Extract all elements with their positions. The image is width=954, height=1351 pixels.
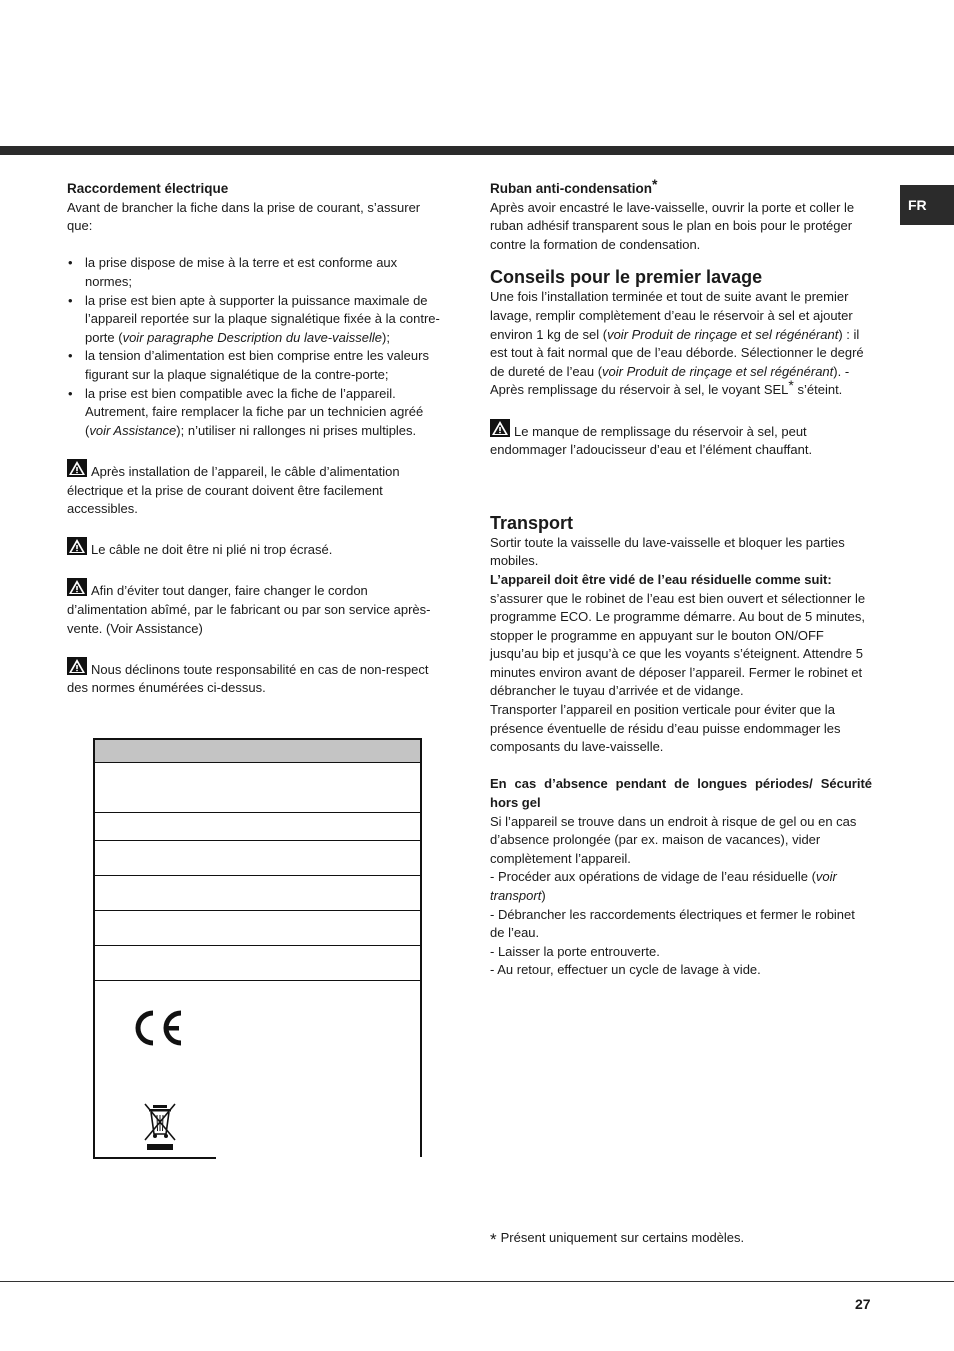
warning-icon	[67, 537, 87, 555]
warning-paragraph: Afin d’éviter tout danger, faire changer le cordon d’alimentation abîmé, par le fabricant ou par son service après-vente. (Voir Assistance)	[67, 578, 445, 638]
table-row	[95, 946, 420, 981]
warning-icon	[490, 419, 510, 437]
warning-icon	[67, 578, 87, 596]
electrical-intro: Avant de brancher la fiche dans la prise de courant, s’assurer que:	[67, 199, 421, 234]
footer-rule	[0, 1281, 954, 1282]
table-header	[95, 740, 420, 763]
absence-text: Si l’appareil se trouve dans un endroit à risque de gel ou en cas d’absence prolongée (par ex. maison de vacances), vider complètement l’appareil.	[490, 813, 857, 866]
section-title-ruban: Ruban anti-condensation*	[490, 176, 658, 196]
electrical-checklist	[67, 254, 445, 440]
table-row	[95, 876, 420, 911]
top-bar	[0, 146, 954, 155]
right-column	[490, 176, 872, 980]
ce-mark-icon	[129, 1008, 185, 1048]
absence-step: - Débrancher les raccordements électriques et fermer le robinet de l’eau.	[490, 906, 855, 941]
warning-paragraph: Après installation de l’appareil, le câble d’alimentation électrique et la prise de courant doivent être facilement accessibles.	[67, 459, 445, 519]
section-title-absence: En cas d’absence pendant de longues périodes/ Sécurité hors gel	[490, 776, 872, 811]
table-row	[95, 763, 420, 813]
warning-icon	[67, 459, 87, 477]
list-item: • la prise dispose de mise à la terre et est conforme aux normes;	[67, 254, 445, 291]
warning-paragraph: Le manque de remplissage du réservoir à sel, peut endommager l’adoucisseur d’eau et l’élément chauffant.	[490, 419, 872, 460]
transport-text: Sortir toute la vaisselle du lave-vaisselle et bloquer les parties mobiles.	[490, 534, 845, 569]
table-row	[95, 813, 420, 841]
list-item: • la tension d’alimentation est bien comprise entre les valeurs figurant sur la plaque signalétique de la contre-porte;	[67, 347, 445, 384]
conseils-text: Une fois l’installation terminée et tout de suite avant le premier lavage, remplir complètement d’eau le réservoir à sel et ajouter environ 1 kg de sel (voir Produit de rinçage et sel régénérant) : il est tout à fait normal que de l’eau déborde. Sélectionner le degré de dureté de l’eau (voir Produit de rinçage et sel régénérant). - Après remplissage du réservoir à sel, le voyant SEL* s’éteint.	[490, 289, 864, 398]
warning-paragraph: Le câble ne doit être ni plié ni trop écrasé.	[67, 537, 445, 560]
section-title-electrical: Raccordement électrique	[67, 181, 229, 196]
transport-steps: s’assurer que le robinet de l’eau est bien ouvert et sélectionner le programme ECO. Le programme démarre. Au bout de 5 minutes, stopper le programme en appuyant sur le bouton ON/OFF jusqu’au bip et jusqu’à ce que les voyants s’éteignent. Attendre 5 minutes environ avant de déposer l’appareil. Fermer le robinet et débrancher le tuyau d’arrivée et de vidange.	[490, 590, 866, 699]
transport-bold-text: L’appareil doit être vidé de l’eau résiduelle comme suit:	[490, 571, 832, 587]
transport-note: Transporter l’appareil en position verticale pour éviter que la présence éventuelle de résidu d’eau puisse endommager les composants du lave-vaisselle.	[490, 702, 841, 755]
language-tab: FR	[900, 185, 954, 225]
absence-step: - Laisser la porte entrouverte.	[490, 943, 660, 959]
weee-bin-icon	[143, 1102, 179, 1152]
ruban-text: Après avoir encastré le lave-vaisselle, ouvrir la porte et coller le ruban adhésif transparent sous le plan en bois pour le protéger contre la formation de condensation.	[490, 199, 855, 252]
footnote: * Présent uniquement sur certains modèles.	[490, 1230, 745, 1249]
table-row	[95, 911, 420, 946]
list-item: • la prise est bien compatible avec la fiche de l’appareil. Autrement, faire remplacer la fiche par un technicien agréé (voir Assistance); n’utiliser ni rallonges ni prises multiples.	[67, 385, 445, 441]
section-title-transport: Transport	[490, 512, 574, 533]
table-row	[95, 841, 420, 876]
list-item: • la prise est bien apte à supporter la puissance maximale de l’appareil reportée sur la plaque signalétique fixée à la contre-porte (voir paragraphe Description du lave-vaisselle);	[67, 292, 445, 348]
absence-step: - Procéder aux opérations de vidage de l’eau résiduelle (voir transport)	[490, 869, 837, 903]
left-column	[67, 180, 445, 698]
absence-step: - Au retour, effectuer un cycle de lavage à vide.	[490, 962, 761, 978]
warning-icon	[67, 657, 87, 675]
technical-data-table	[93, 738, 422, 1159]
page-number: 27	[855, 1296, 871, 1312]
section-title-conseils: Conseils pour le premier lavage	[490, 267, 763, 288]
warning-paragraph: Nous déclinons toute responsabilité en cas de non-respect des normes énumérées ci-dessus.	[67, 657, 445, 698]
